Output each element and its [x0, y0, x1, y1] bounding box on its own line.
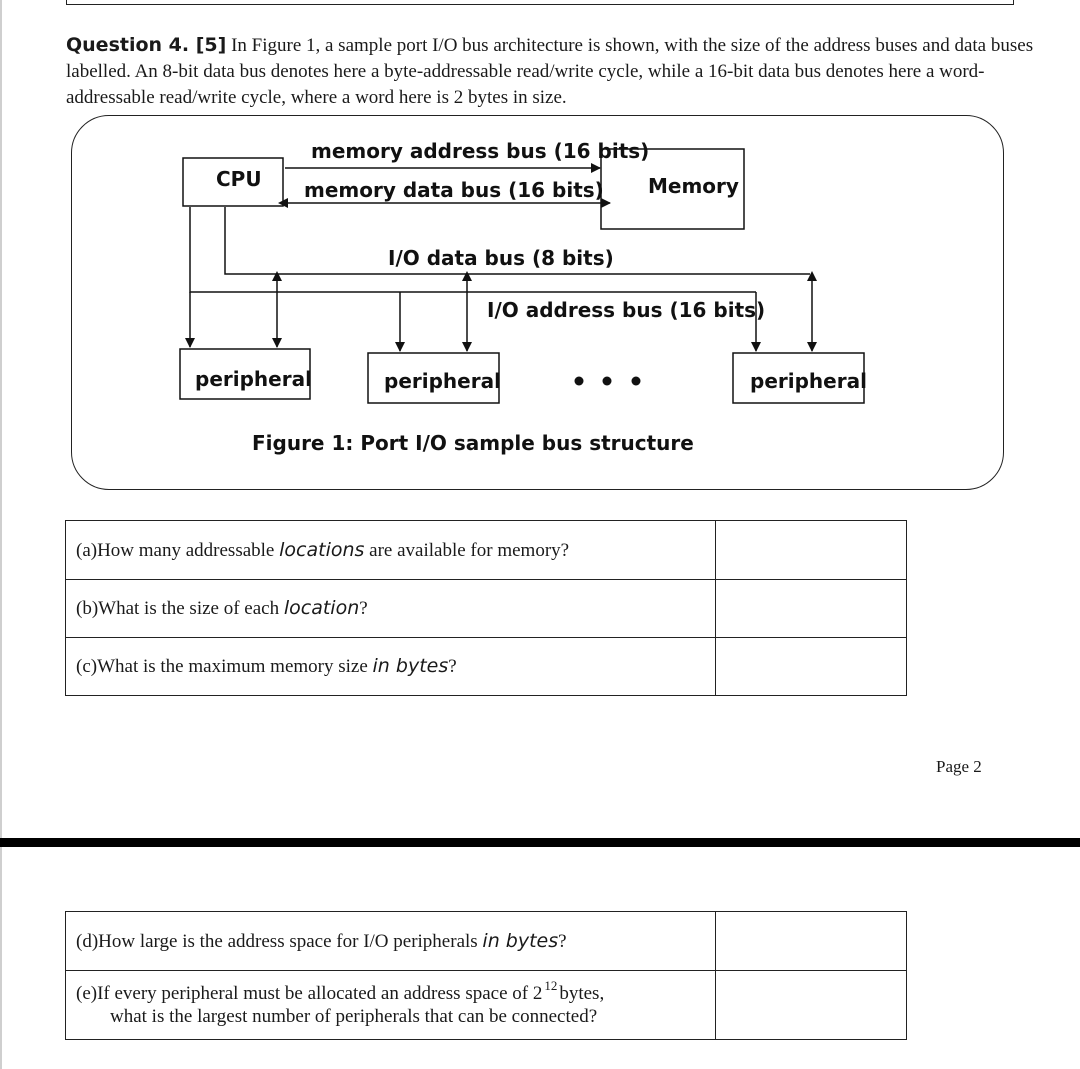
io-address-bus-label: I/O address bus (16 bits): [487, 298, 766, 322]
table-row: [66, 638, 907, 696]
question-heading: Question 4. [5]: [66, 34, 227, 56]
io-data-bus-label: I/O data bus (8 bits): [388, 246, 614, 270]
table-row: [66, 912, 907, 971]
peripheral-label-1: peripheral: [195, 367, 312, 391]
question-a: (a)How many addressable locations are available for memory?: [66, 521, 716, 580]
page-number: Page 2: [936, 757, 982, 776]
question-d: (d)How large is the address space for I/O peripherals in bytes?: [66, 912, 716, 971]
questions-table-2: [65, 911, 907, 1040]
page-divider: [0, 838, 1080, 847]
table-row: [66, 971, 907, 1040]
memory-address-bus-label: memory address bus (16 bits): [311, 139, 650, 163]
question-b: (b)What is the size of each location?: [66, 580, 716, 638]
cpu-label: CPU: [216, 167, 262, 191]
table-row: [66, 580, 907, 638]
answer-c-cell[interactable]: [716, 638, 907, 696]
more-peripherals-ellipsis: [575, 377, 641, 386]
questions-table-1: [65, 520, 907, 696]
question-text: In Figure 1, a sample port I/O bus architecture is shown, with the size of the address buses and data buses labelled. An 8-bit data bus denotes here a byte-addressable read/write cycle, while a 16-bit data bus denotes here a word-addressable read/write cycle, where a word here is 2 bytes in size.: [66, 35, 1034, 108]
figure-caption: Figure 1: Port I/O sample bus structure: [252, 431, 694, 455]
memory-data-bus-label: memory data bus (16 bits): [304, 178, 604, 202]
question-c: (c)What is the maximum memory size in bytes?: [66, 638, 716, 696]
table-row: [66, 521, 907, 580]
bus-diagram: [0, 0, 1080, 500]
answer-e-cell[interactable]: [716, 971, 907, 1040]
peripheral-label-3: peripheral: [750, 369, 867, 393]
peripheral-label-2: peripheral: [384, 369, 501, 393]
answer-a-cell[interactable]: [716, 521, 907, 580]
question-e: (e)If every peripheral must be allocated an address space of 2 $^{12}$ bytes, what is the largest number of peripherals that can be connected?: [66, 971, 716, 1040]
answer-b-cell[interactable]: [716, 580, 907, 638]
answer-d-cell[interactable]: [716, 912, 907, 971]
memory-label: Memory: [648, 174, 739, 198]
